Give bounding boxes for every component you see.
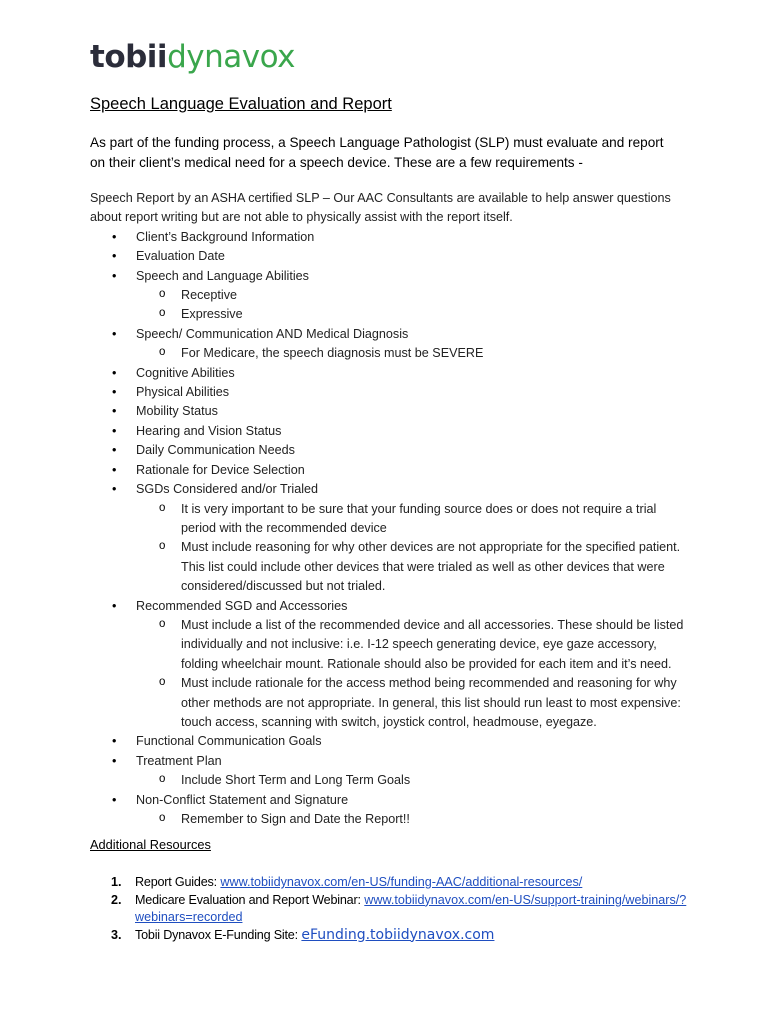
requirement-label: Recommended SGD and Accessories	[136, 598, 348, 613]
resource-item	[90, 927, 690, 945]
resource-label: Medicare Evaluation and Report Webinar:	[135, 892, 361, 907]
resource-item	[90, 892, 690, 927]
requirement-item	[90, 247, 690, 266]
requirement-item	[90, 422, 690, 441]
requirement-label: Functional Communication Goals	[136, 734, 322, 749]
requirement-item	[90, 228, 690, 247]
requirement-sublist	[136, 771, 690, 790]
requirement-item	[90, 267, 690, 325]
requirements-list	[90, 228, 690, 830]
requirement-label: Hearing and Vision Status	[136, 423, 282, 438]
requirement-label: Physical Abilities	[136, 385, 230, 400]
requirement-item	[90, 325, 690, 364]
requirement-subitem: o Expressive	[136, 305, 690, 324]
intro-paragraph: As part of the funding process, a Speech Language Pathologist (SLP) must evaluate and report on their client’s medical need for a speech device. These are a few requirements -	[90, 135, 664, 170]
requirement-subitem: o It is very important to be sure that your funding source does or does not require a trial period with the recommended device	[136, 500, 690, 539]
resources-list	[90, 874, 690, 944]
resource-number: 3.	[111, 927, 122, 942]
logo-text-tobii: tobii	[90, 39, 168, 75]
requirement-item	[90, 383, 690, 402]
requirement-label: Daily Communication Needs	[136, 443, 295, 458]
requirement-label: Cognitive Abilities	[136, 365, 235, 380]
requirement-item	[90, 441, 690, 460]
additional-resources-heading: Additional Resources	[90, 837, 211, 852]
requirement-subitem: o Must include a list of the recommended device and all accessories. These should be listed individually and not inclusive: i.e. I-12 speech generating device, eye gaze accessory, folding wheelchair mount. Rationale should also be provided for each item and it’s need.	[136, 616, 690, 674]
requirement-subitem: o For Medicare, the speech diagnosis must be SEVERE	[136, 344, 690, 363]
requirement-label: Speech and Language Abilities	[136, 268, 309, 283]
resource-number: 1.	[111, 875, 122, 889]
requirement-sublist	[136, 344, 690, 363]
requirement-sublist	[136, 616, 690, 732]
requirement-sublist	[136, 286, 690, 325]
requirement-label: Speech/ Communication AND Medical Diagnosis	[136, 326, 409, 341]
resource-item	[90, 874, 690, 892]
document-body	[90, 189, 690, 829]
document-title: Speech Language Evaluation and Report	[90, 95, 392, 113]
requirement-label: Evaluation Date	[136, 249, 225, 264]
requirement-item	[90, 480, 690, 596]
requirement-item	[90, 461, 690, 480]
requirement-item	[90, 732, 690, 751]
requirement-label: SGDs Considered and/or Trialed	[136, 482, 319, 497]
resource-label: Tobii Dynavox E-Funding Site:	[135, 927, 298, 942]
body-paragraph: Speech Report by an ASHA certified SLP – Our AAC Consultants are available to help answer questions about report writing but are not able to physically assist with the report itself.	[90, 191, 671, 225]
requirement-subitem: o Must include rationale for the access method being recommended and reasoning for why other methods are not appropriate. In general, this list should run least to most expensive: touch access, scanning with switch, joystick control, headmouse, eyegaze.	[136, 674, 690, 732]
requirement-label: Client’s Background Information	[136, 229, 315, 244]
requirement-label: Rationale for Device Selection	[136, 462, 305, 477]
resource-link[interactable]: eFunding.tobiidynavox.com	[301, 926, 495, 943]
requirement-item	[90, 597, 690, 733]
requirement-item	[90, 402, 690, 421]
requirement-item	[90, 752, 690, 791]
requirement-sublist	[136, 810, 690, 829]
tobii-dynavox-logo	[90, 39, 295, 75]
requirement-subitem: o Remember to Sign and Date the Report!!	[136, 810, 690, 829]
requirement-item	[90, 791, 690, 830]
requirement-subitem: o Include Short Term and Long Term Goals	[136, 771, 690, 790]
requirement-subitem: o Must include reasoning for why other devices are not appropriate for the specified patient. This list could include other devices that were trialed as well as other devices that were considered/discussed but not trialed.	[136, 538, 690, 596]
requirement-sublist	[136, 500, 690, 597]
requirement-subitem: o Receptive	[136, 286, 690, 305]
resource-label: Report Guides:	[135, 875, 217, 889]
requirement-label: Mobility Status	[136, 404, 218, 419]
requirement-label: Treatment Plan	[136, 753, 222, 768]
requirement-label: Non-Conflict Statement and Signature	[136, 792, 349, 807]
logo-text-dynavox: dynavox	[167, 39, 295, 75]
resource-link[interactable]: www.tobiidynavox.com/en-US/support-training/webinars/?webinars=recorded	[135, 892, 687, 924]
requirement-item	[90, 364, 690, 383]
resource-number: 2.	[111, 892, 122, 907]
resource-link[interactable]: www.tobiidynavox.com/en-US/funding-AAC/additional-resources/	[220, 875, 583, 889]
